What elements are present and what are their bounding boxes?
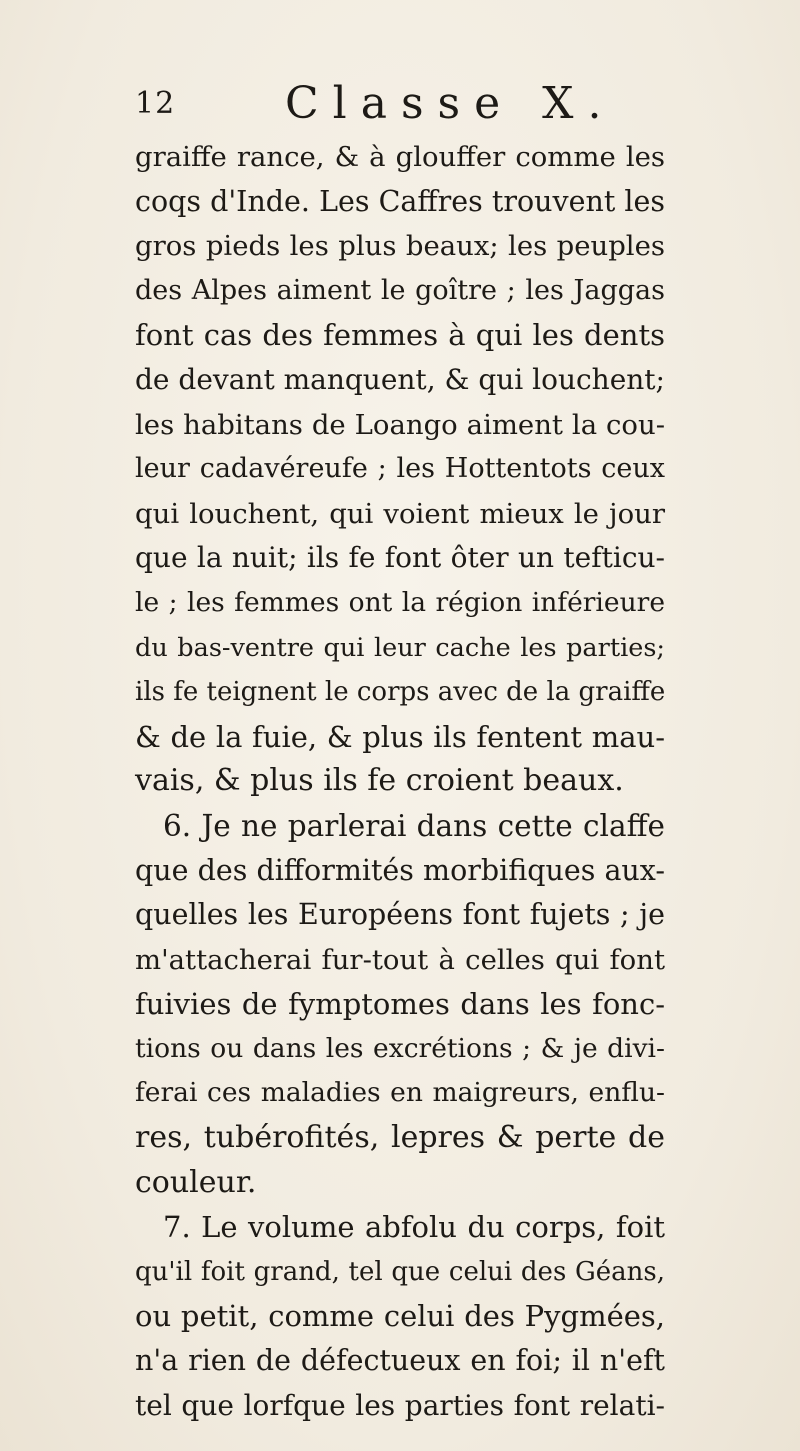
- text-line: tions ou dans les excrétions ; & je divi-: [135, 1032, 665, 1064]
- body-text: [135, 135, 665, 1428]
- text-line: tel que lorfque les parties font relati-: [135, 1388, 665, 1422]
- text-line: font cas des femmes à qui les dents: [135, 318, 665, 353]
- text-line: & de la fuie, & plus ils fentent mau-: [135, 719, 665, 754]
- text-line: que des difformités morbifiques aux-: [135, 853, 665, 887]
- text-line: couleur.: [135, 1164, 257, 1200]
- text-line: ils fe teignent le corps avec de la graiffe: [135, 677, 666, 708]
- text-line: 6. Je ne parlerai dans cette claffe: [163, 808, 665, 843]
- text-line: des Alpes aiment le goître ; les Jaggas: [135, 274, 665, 306]
- text-line: coqs d'Inde. Les Caffres trouvent les: [135, 184, 665, 218]
- text-line: vais, & plus ils fe croient beaux.: [135, 763, 624, 799]
- text-line: ou petit, comme celui des Pygmées,: [135, 1299, 665, 1334]
- text-line: quelles les Européens font fujets ; je: [135, 898, 665, 932]
- text-line: n'a rien de défectueux en foi; il n'eft: [135, 1344, 665, 1378]
- text-line: de devant manquent, & qui louchent;: [135, 362, 665, 396]
- text-line: gros pieds les plus beaux; les peuples: [135, 230, 665, 263]
- text-line: ferai ces maladies en maigreurs, enflu-: [135, 1077, 665, 1109]
- text-line: qu'il foit grand, tel que celui des Géans,: [135, 1256, 665, 1287]
- text-line: du bas-ventre qui leur cache les parties;: [135, 632, 665, 663]
- text-line: que la nuit; ils fe font ôter un tefticu-: [135, 541, 665, 575]
- page-number: 12: [135, 86, 176, 121]
- text-line: le ; les femmes ont la région inférieure: [135, 586, 665, 618]
- text-line: graiffe rance, & à glouffer comme les: [135, 141, 665, 173]
- text-line: fuivies de fymptomes dans les fonc-: [135, 987, 665, 1022]
- page-header: [135, 78, 635, 128]
- text-line: les habitans de Loango aiment la cou-: [135, 408, 665, 441]
- text-line: res, tubérofités, lepres & perte de: [135, 1120, 665, 1156]
- running-head: Classe X.: [285, 78, 616, 129]
- text-line: 7. Le volume abfolu du corps, foit: [163, 1210, 665, 1245]
- text-line: qui louchent, qui voient mieux le jour: [135, 497, 665, 530]
- text-line: m'attacherai fur-tout à celles qui font: [135, 943, 665, 976]
- text-line: leur cadavéreufe ; les Hottentots ceux: [135, 453, 665, 485]
